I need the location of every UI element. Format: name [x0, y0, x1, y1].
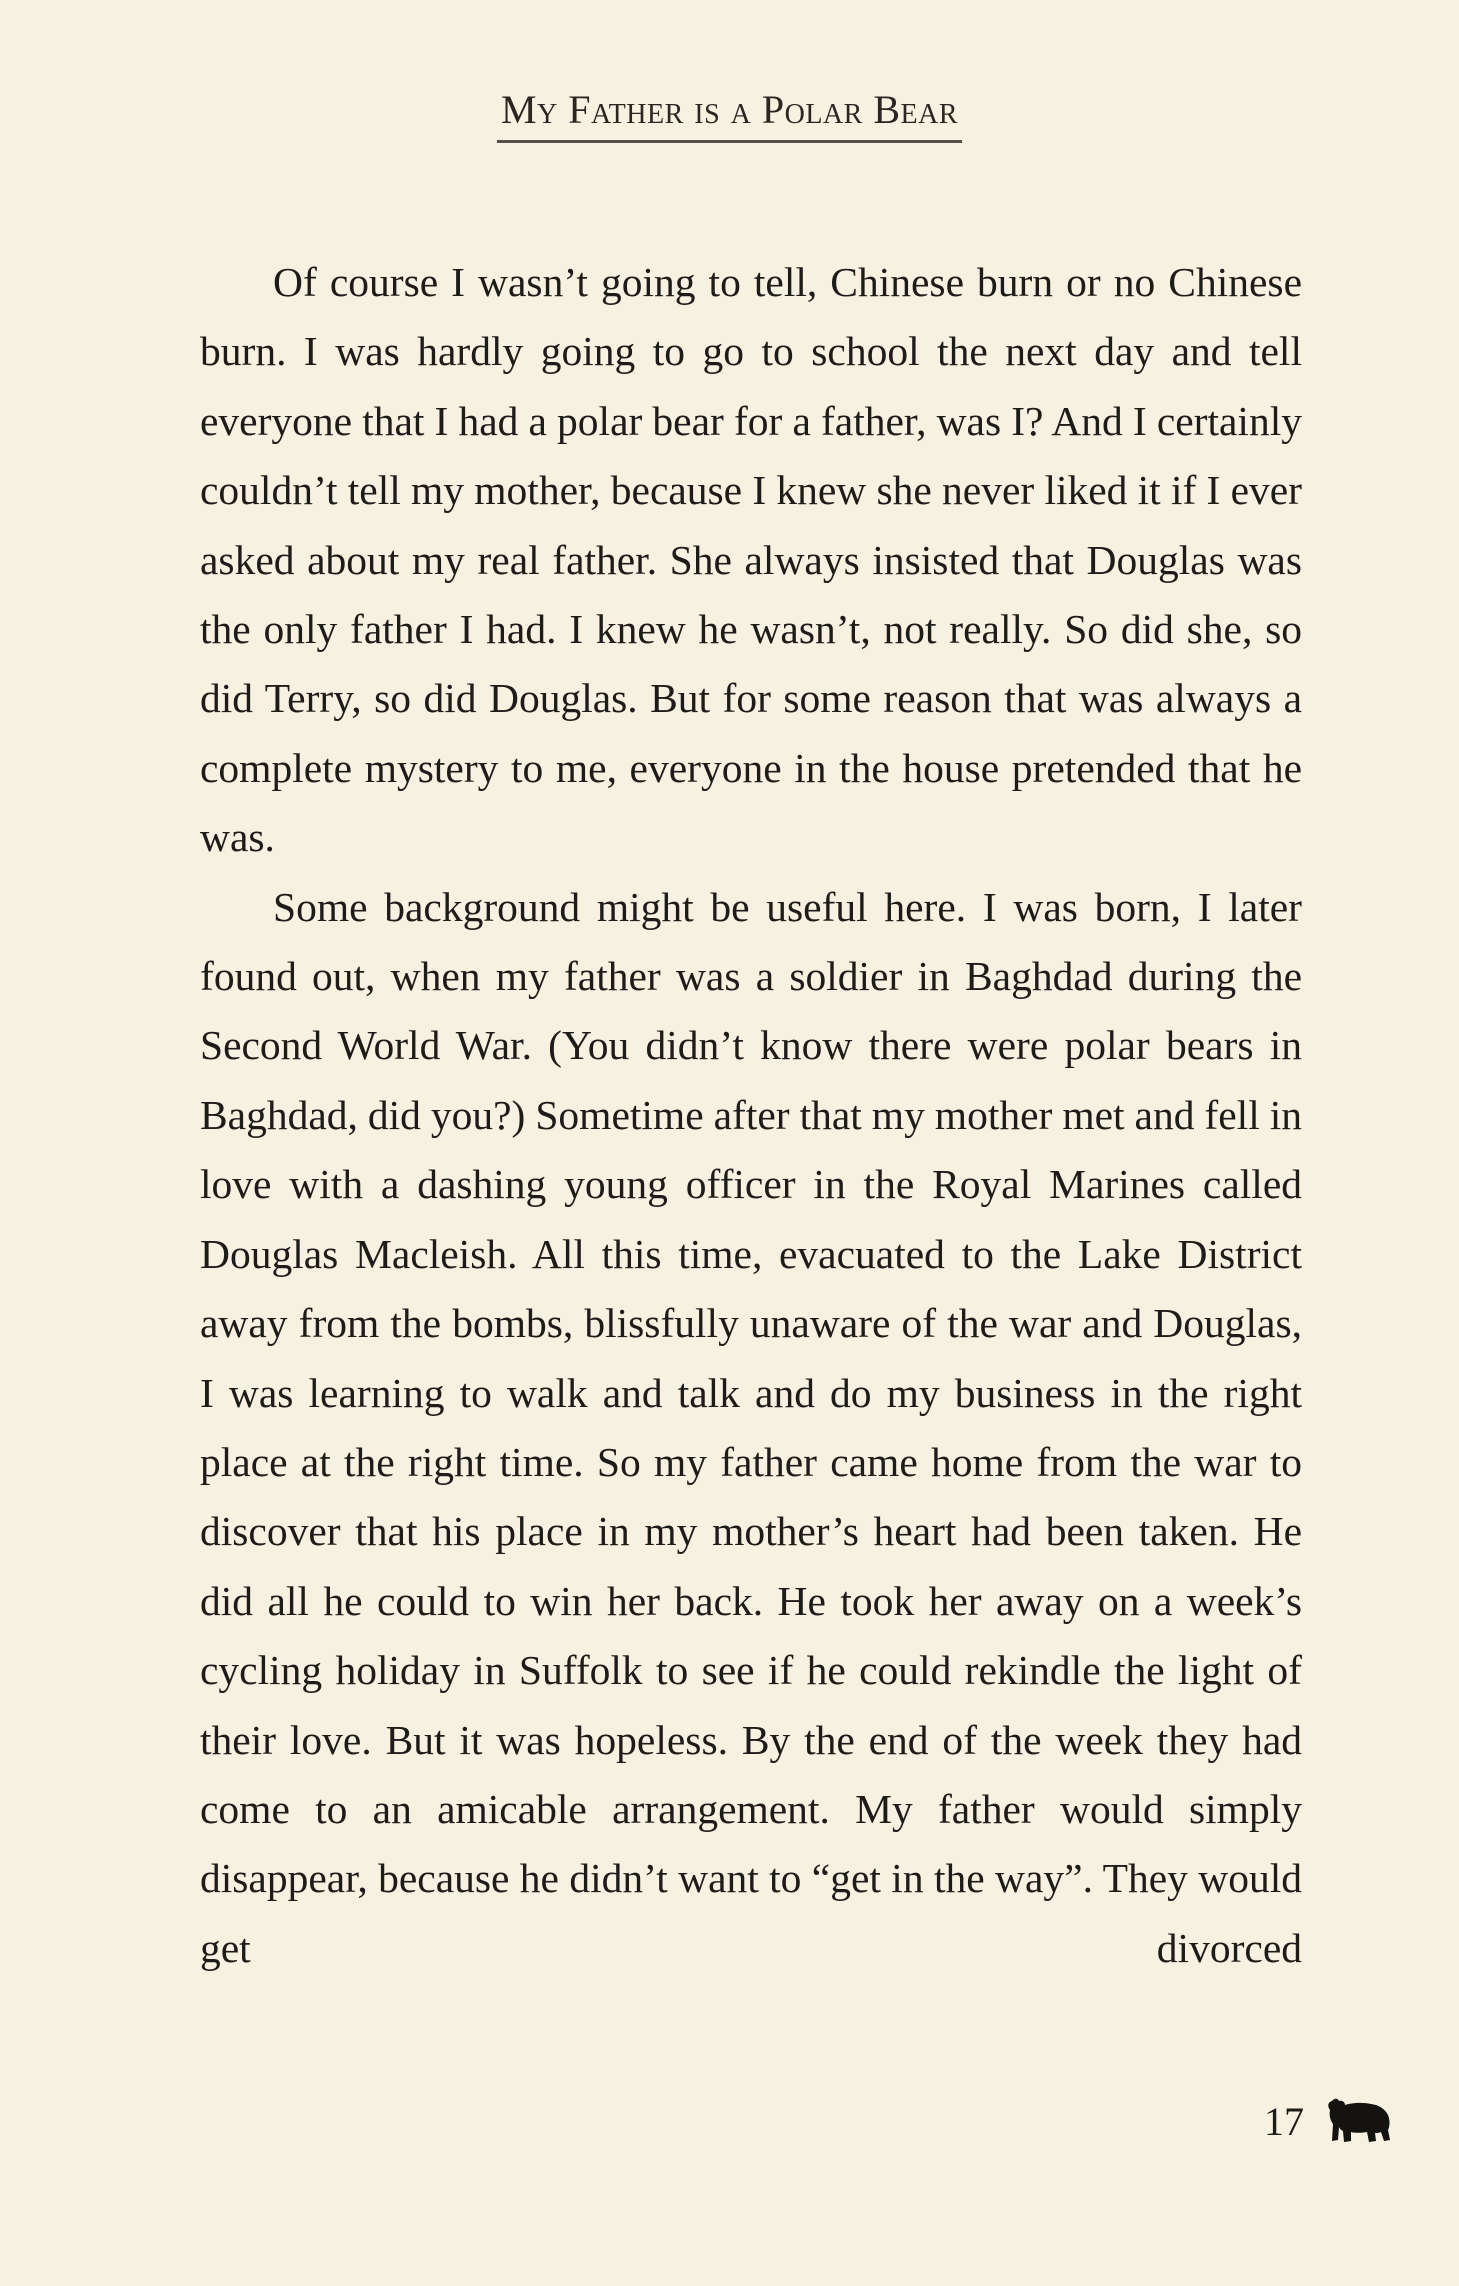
body-text	[200, 248, 1302, 1983]
paragraph: Of course I wasn’t going to tell, Chinese burn or no Chinese burn. I was hardly going to go to school the next day and tell everyone that I had a polar bear for a father, was I? And I certainly couldn’t tell my mother, because I knew she never liked it if I ever asked about my real father. She always insisted that Douglas was the only father I had. I knew he wasn’t, not really. So did she, so did Terry, so did Douglas. But for some reason that was always a complete mystery to me, everyone in the house pretended that he was.	[200, 259, 1302, 861]
running-head	[0, 86, 1459, 143]
bear-icon	[1324, 2096, 1394, 2146]
page-number: 17	[1264, 2099, 1304, 2144]
paragraph: Some background might be useful here. I was born, I later found out, when my father was a soldier in Baghdad during the Second World War. (You didn’t know there were polar bears in Baghdad, did you?) Sometime after that my mother met and fell in love with a dashing young officer in the Royal Marines called Douglas Macleish. All this time, evacuated to the Lake District away from the bombs, blissfully unaware of the war and Douglas, I was learning to walk and talk and do my business in the right place at the right time. So my father came home from the war to discover that his place in my mother’s heart had been taken. He did all he could to win her back. He took her away on a week’s cycling holiday in Suffolk to see if he could rekindle the light of their love. But it was hopeless. By the end of the week they had come to an amicable arrangement. My father would simply disappear, because he didn’t want to “get in the way”. They would get divorced	[200, 883, 1302, 1971]
folio	[1232, 2090, 1382, 2150]
running-title: My Father is a Polar Bear	[497, 86, 962, 143]
